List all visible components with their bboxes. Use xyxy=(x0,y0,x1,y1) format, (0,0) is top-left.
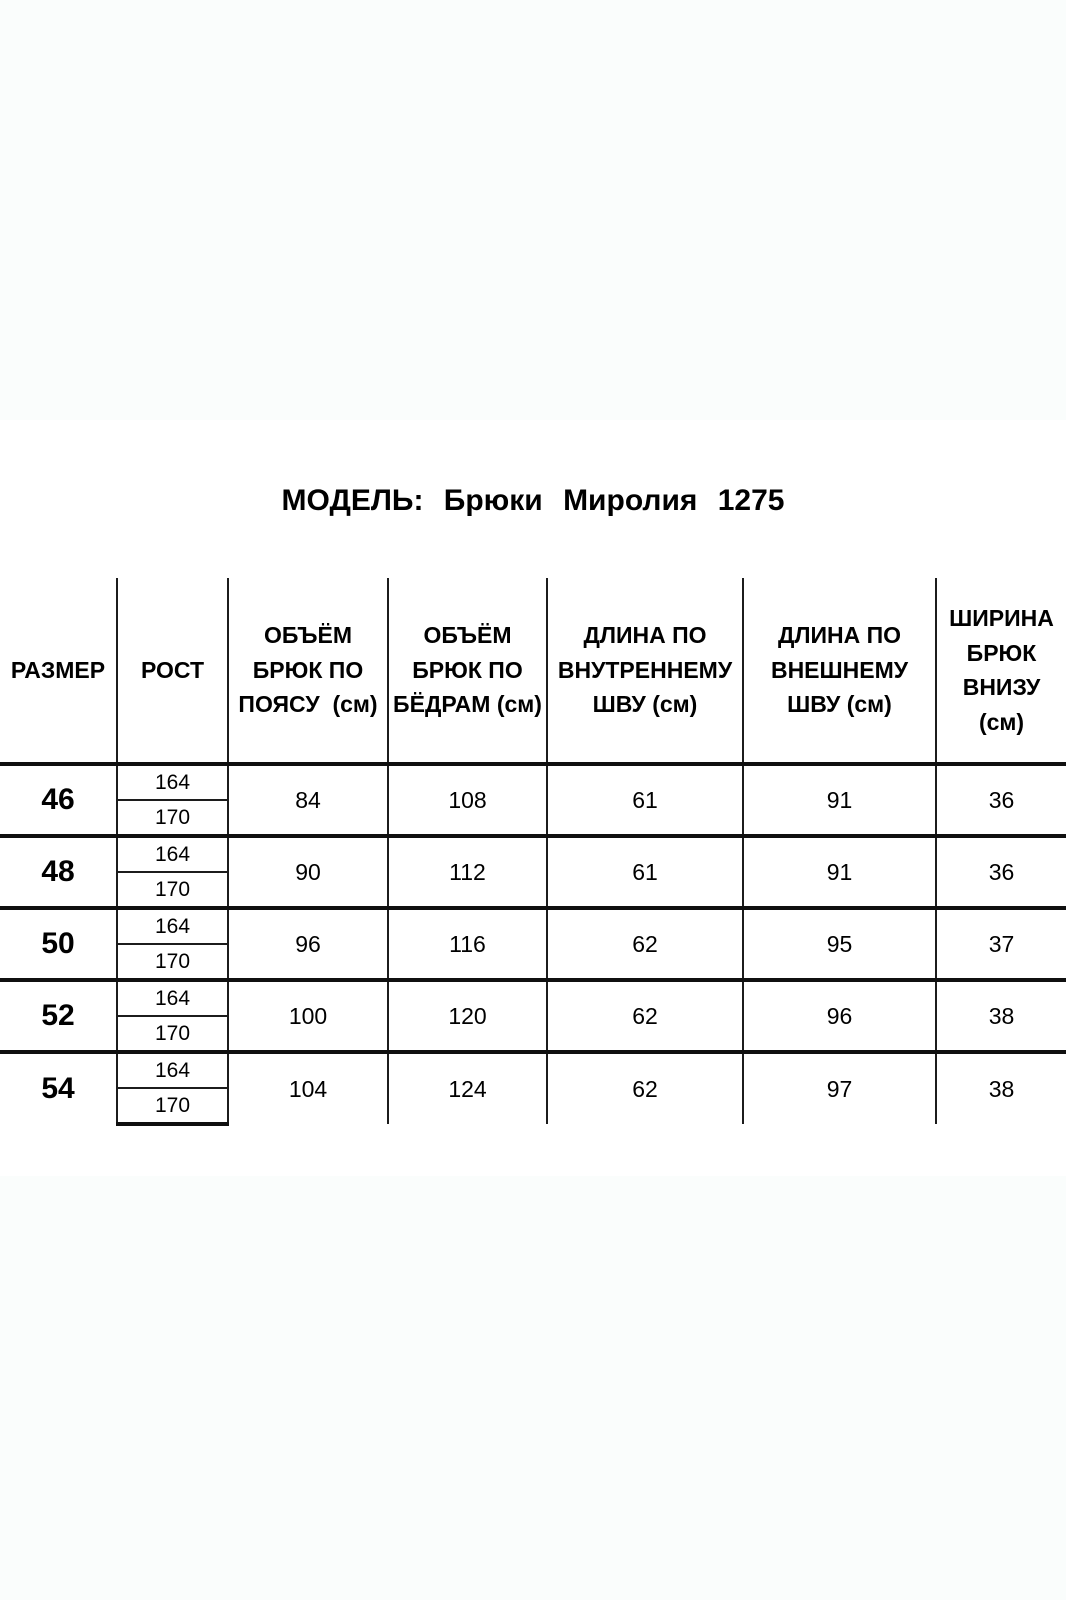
table-row xyxy=(0,908,1066,944)
value-cell: 95 xyxy=(743,908,936,980)
bottom-background-band xyxy=(0,1176,1066,1600)
value-cell: 124 xyxy=(388,1052,547,1124)
header-height: РОСТ xyxy=(117,578,228,764)
size-cell: 52 xyxy=(0,980,117,1052)
size-table xyxy=(0,578,1066,1126)
value-cell: 104 xyxy=(228,1052,388,1124)
value-cell: 62 xyxy=(547,908,743,980)
value-cell: 62 xyxy=(547,1052,743,1124)
size-table-header xyxy=(0,578,1066,764)
value-cell: 97 xyxy=(743,1052,936,1124)
header-size: РАЗМЕР xyxy=(0,578,117,764)
header-waist-girth: ОБЪЁМ БРЮК ПО ПОЯСУ (см) xyxy=(228,578,388,764)
height-cell: 164 xyxy=(117,1052,228,1088)
value-cell: 37 xyxy=(936,908,1066,980)
height-cell: 170 xyxy=(117,1088,228,1124)
value-cell: 108 xyxy=(388,764,547,836)
table-row xyxy=(0,836,1066,872)
value-cell: 100 xyxy=(228,980,388,1052)
value-cell: 61 xyxy=(547,836,743,908)
value-cell: 96 xyxy=(743,980,936,1052)
size-cell: 48 xyxy=(0,836,117,908)
size-cell: 50 xyxy=(0,908,117,980)
value-cell: 62 xyxy=(547,980,743,1052)
top-background-band xyxy=(0,0,1066,420)
height-cell: 164 xyxy=(117,764,228,800)
value-cell: 36 xyxy=(936,836,1066,908)
value-cell: 120 xyxy=(388,980,547,1052)
value-cell: 84 xyxy=(228,764,388,836)
height-cell: 164 xyxy=(117,980,228,1016)
height-cell: 170 xyxy=(117,800,228,836)
table-row xyxy=(0,980,1066,1016)
page-title: МОДЕЛЬ: Брюки Миролия 1275 xyxy=(281,484,785,517)
value-cell: 91 xyxy=(743,764,936,836)
header-hip-girth: ОБЪЁМ БРЮК ПО БЁДРАМ (см) xyxy=(388,578,547,764)
size-cell: 46 xyxy=(0,764,117,836)
value-cell: 116 xyxy=(388,908,547,980)
table-row xyxy=(0,1052,1066,1088)
height-cell: 164 xyxy=(117,836,228,872)
height-cell: 164 xyxy=(117,908,228,944)
value-cell: 90 xyxy=(228,836,388,908)
table-row xyxy=(0,764,1066,800)
value-cell: 61 xyxy=(547,764,743,836)
height-cell: 170 xyxy=(117,1016,228,1052)
value-cell: 36 xyxy=(936,764,1066,836)
value-cell: 38 xyxy=(936,1052,1066,1124)
value-cell: 112 xyxy=(388,836,547,908)
header-outseam-length: ДЛИНА ПО ВНЕШНЕМУ ШВУ (см) xyxy=(743,578,936,764)
value-cell: 91 xyxy=(743,836,936,908)
height-cell: 170 xyxy=(117,944,228,980)
value-cell: 38 xyxy=(936,980,1066,1052)
size-cell: 54 xyxy=(0,1052,117,1124)
value-cell: 96 xyxy=(228,908,388,980)
header-leg-width: ШИРИНА БРЮК ВНИЗУ (см) xyxy=(936,578,1066,764)
header-inseam-length: ДЛИНА ПО ВНУТРЕННЕМУ ШВУ (см) xyxy=(547,578,743,764)
height-cell: 170 xyxy=(117,872,228,908)
